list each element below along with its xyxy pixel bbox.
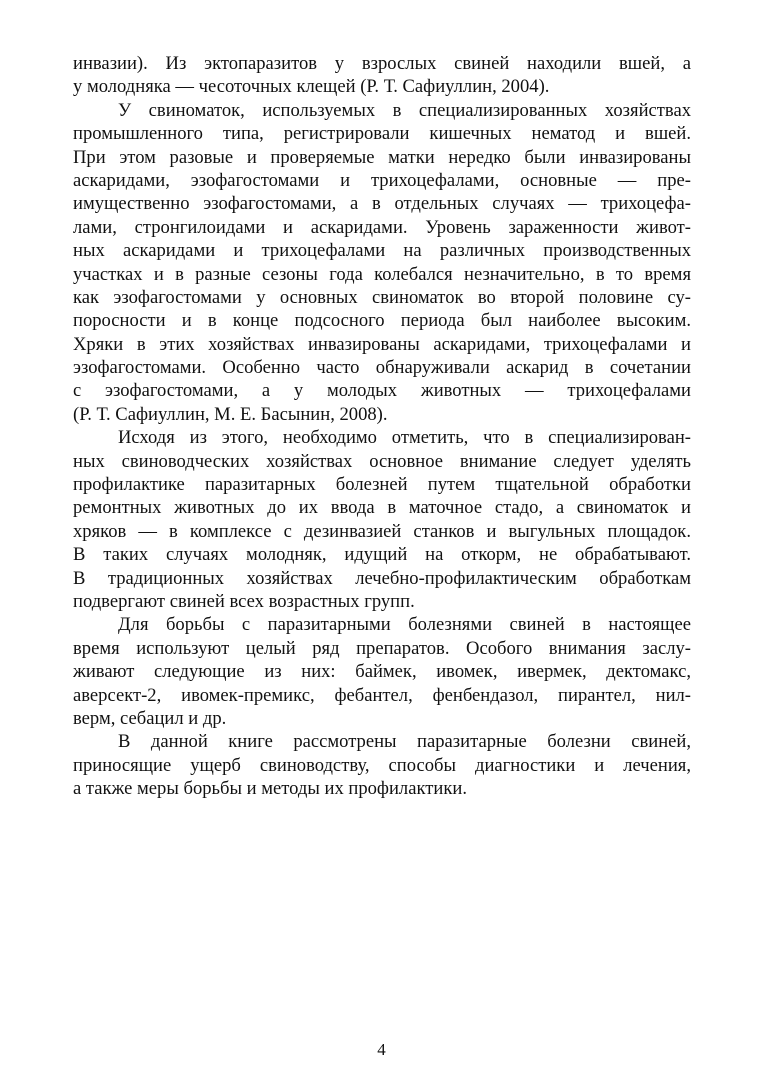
- paragraph-2: [73, 99, 691, 426]
- text-line: (Р. Т. Сафиуллин, М. Е. Басынин, 2008).: [73, 403, 388, 425]
- text-line: ных свиноводческих хозяйствах основное внимание следует уделять: [73, 450, 691, 472]
- text-line: а также меры борьбы и методы их профилактики.: [73, 778, 467, 800]
- text-line: хряков — в комплексе с дезинвазией станков и выгульных площадок.: [73, 520, 691, 542]
- text-line: как эзофагостомами у основных свиноматок во второй половине су-: [73, 286, 691, 308]
- text-line: Исходя из этого, необходимо отметить, что в специализирован-: [118, 427, 691, 449]
- text-line: подвергают свиней всех возрастных групп.: [73, 590, 415, 612]
- text-line: инвазии). Из эктопаразитов у взрослых свиней находили вшей, а: [73, 53, 691, 74]
- text-line: В таких случаях молодняк, идущий на откорм, не обрабатывают.: [73, 544, 691, 566]
- text-line: профилактике паразитарных болезней путем тщательной обработки: [73, 474, 691, 496]
- text-line: ных аскаридами и трихоцефалами на различных производственных: [73, 240, 691, 262]
- text-line: В данной книге рассмотрены паразитарные болезни свиней,: [118, 731, 691, 753]
- text-line: живают следующие из них: баймек, ивомек, ивермек, дектомакс,: [73, 661, 691, 683]
- text-line: лами, стронгилоидами и аскаридами. Уровень зараженности живот-: [73, 216, 691, 238]
- text-line: ремонтных животных до их ввода в маточное стадо, а свиноматок и: [73, 497, 691, 519]
- text-line: с эзофагостомами, а у молодых животных — трихоцефалами: [73, 380, 691, 402]
- text-line: аверсект-2, ивомек-премикс, фебантел, фенбендазол, пирантел, нил-: [73, 684, 691, 706]
- page-number: 4: [377, 1040, 386, 1059]
- text-line: При этом разовые и проверяемые матки нередко были инвазированы: [73, 146, 691, 168]
- text-line: промышленного типа, регистрировали кишечных нематод и вшей.: [73, 123, 691, 145]
- text-line: поросности и в конце подсосного периода был наиболее высоким.: [73, 310, 691, 332]
- text-line: время используют целый ряд препаратов. Особого внимания заслу-: [73, 637, 691, 659]
- text-line: участках и в разные сезоны года колебался незначительно, в то время: [73, 263, 691, 285]
- text-line: Хряки в этих хозяйствах инвазированы аскаридами, трихоцефалами и: [73, 333, 691, 355]
- paragraph-5: [73, 730, 691, 800]
- text-line: приносящие ущерб свиноводству, способы диагностики и лечения,: [73, 754, 691, 776]
- text-line: У свиноматок, используемых в специализированных хозяйствах: [118, 99, 691, 121]
- text-line: аскаридами, эзофагостомами и трихоцефалами, основные — пре-: [73, 169, 691, 191]
- page-body: [73, 52, 691, 801]
- paragraph-3: [73, 426, 691, 613]
- text-line: имущественно эзофагостомами, а в отдельных случаях — трихоцефа-: [73, 193, 691, 215]
- paragraph-1: [73, 52, 691, 99]
- text-line: у молодняка — чесоточных клещей (Р. Т. Сафиуллин, 2004).: [73, 76, 550, 98]
- text-line: Для борьбы с паразитарными болезнями свиней в настоящее: [118, 614, 691, 636]
- text-line: эзофагостомами. Особенно часто обнаруживали аскарид в сочетании: [73, 357, 691, 379]
- text-line: верм, себацил и др.: [73, 707, 227, 729]
- paragraph-4: [73, 613, 691, 730]
- text-line: В традиционных хозяйствах лечебно-профилактическим обработкам: [73, 567, 691, 589]
